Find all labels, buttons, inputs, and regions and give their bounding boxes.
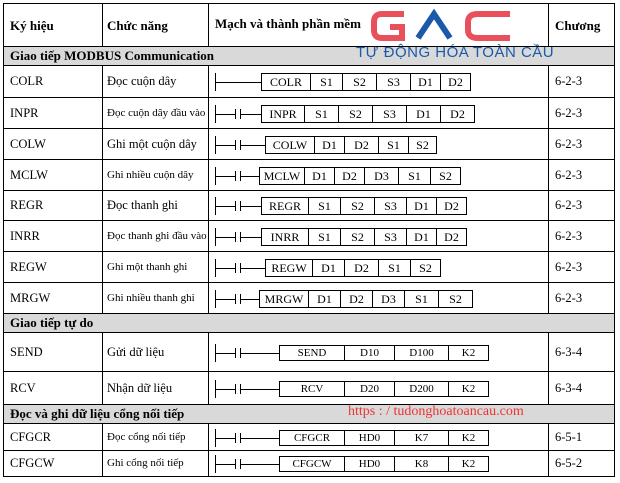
table-header-row xyxy=(4,4,614,46)
instruction-operand: K2 xyxy=(448,457,488,471)
instruction-operand: S3 xyxy=(376,74,410,90)
circuit-cell xyxy=(208,451,548,476)
instruction-operand: D3 xyxy=(364,168,398,184)
instruction-mnemonic: COLW xyxy=(272,137,308,152)
section-title: Giao tiếp MODBUS Communication xyxy=(10,48,215,63)
symbol-cell: COLR xyxy=(10,74,44,88)
instruction-operand: S2 xyxy=(430,168,460,184)
instruction-block xyxy=(279,456,489,472)
instruction-operand: D1 xyxy=(406,198,436,214)
instruction-operand: D2 xyxy=(344,260,378,276)
instruction-operand: S1 xyxy=(308,229,340,245)
instruction-operand: D100 xyxy=(394,346,448,360)
table-row xyxy=(4,423,614,450)
instruction-operand: S3 xyxy=(374,229,406,245)
instruction-block xyxy=(261,228,467,246)
symbol-cell: COLW xyxy=(10,136,46,151)
instruction-operand: S1 xyxy=(310,74,342,90)
chapter-cell: 6-3-4 xyxy=(548,333,614,371)
instruction-mnemonic: MRGW xyxy=(264,291,304,306)
symbol-cell: MCLW xyxy=(10,167,48,182)
instruction-mnemonic: MCLW xyxy=(263,168,301,183)
table-row xyxy=(4,332,614,371)
ladder-diagram xyxy=(209,98,549,128)
circuit-cell xyxy=(208,160,548,190)
function-cell: Đọc cuộn dây xyxy=(102,66,208,97)
instruction-operand: D3 xyxy=(372,291,404,307)
instruction-operand: D2 xyxy=(440,106,474,122)
section-header-free xyxy=(4,313,614,332)
instruction-operand: S1 xyxy=(304,106,338,122)
ladder-wire xyxy=(215,353,279,354)
circuit-cell xyxy=(208,129,548,159)
symbol-cell: RCV xyxy=(10,380,36,395)
instruction-operand: S3 xyxy=(374,198,406,214)
instruction-operand: D1 xyxy=(304,168,334,184)
contact-icon xyxy=(235,171,241,181)
table-row xyxy=(4,450,614,476)
instruction-block xyxy=(261,105,475,123)
contact-icon xyxy=(235,433,241,443)
instruction-operand: S1 xyxy=(378,137,408,153)
instruction-operand: S1 xyxy=(404,291,438,307)
table-row xyxy=(4,282,614,313)
instruction-operand: D1 xyxy=(312,260,344,276)
instruction-block xyxy=(265,136,437,154)
ladder-wire xyxy=(215,438,279,439)
gac-logo xyxy=(370,8,518,44)
ladder-wire xyxy=(215,82,261,83)
instruction-operand: S1 xyxy=(398,168,430,184)
symbol-cell: SEND xyxy=(10,344,43,359)
header-symbol: Ký hiệu xyxy=(10,17,54,33)
instruction-operand: S2 xyxy=(438,291,472,307)
instruction-block xyxy=(261,197,467,215)
ladder-diagram xyxy=(209,283,549,313)
instruction-operand: S2 xyxy=(340,229,374,245)
ladder-diagram xyxy=(209,333,549,371)
instruction-operand: K2 xyxy=(448,346,488,360)
circuit-cell xyxy=(208,333,548,371)
function-cell: Ghi một thanh ghi xyxy=(102,252,208,282)
function-cell: Gửi dữ liệu xyxy=(102,333,208,371)
circuit-cell xyxy=(208,372,548,404)
instruction-mnemonic: CFGCW xyxy=(292,457,332,470)
contact-icon xyxy=(235,459,241,469)
section-title: Giao tiếp tự do xyxy=(10,315,94,330)
ladder-diagram xyxy=(209,451,549,476)
symbol-cell: MRGW xyxy=(10,290,51,305)
instruction-operand: D2 xyxy=(436,229,466,245)
instruction-operand: D1 xyxy=(406,106,440,122)
watermark-url: https : / tudonghoatoancau.com xyxy=(348,404,524,419)
instruction-operand: K2 xyxy=(448,431,488,445)
instruction-operand: D2 xyxy=(344,137,378,153)
chapter-cell: 6-5-2 xyxy=(548,451,614,476)
section-title: Đọc và ghi dữ liệu cổng nối tiếp xyxy=(10,406,185,421)
symbol-cell: CFGCW xyxy=(10,456,55,470)
instruction-block xyxy=(259,290,473,308)
instruction-operand: D1 xyxy=(308,291,340,307)
circuit-cell xyxy=(208,191,548,220)
instruction-block xyxy=(259,167,461,185)
contact-icon xyxy=(235,140,241,150)
instruction-operand: S1 xyxy=(308,198,340,214)
chapter-cell: 6-2-3 xyxy=(548,129,614,159)
symbol-cell: INRR xyxy=(10,228,40,243)
instruction-operand: D2 xyxy=(436,198,466,214)
chapter-cell: 6-2-3 xyxy=(548,221,614,251)
chapter-cell: 6-2-3 xyxy=(548,252,614,282)
symbol-cell: REGR xyxy=(10,198,44,212)
instruction-operand: D200 xyxy=(394,382,448,396)
instruction-mnemonic: INPR xyxy=(269,106,297,121)
chapter-cell: 6-2-3 xyxy=(548,160,614,190)
instruction-operand: K7 xyxy=(394,431,448,445)
table-row xyxy=(4,251,614,282)
chapter-cell: 6-5-1 xyxy=(548,424,614,450)
function-cell: Đọc cuộn dây đầu vào xyxy=(102,98,208,128)
ladder-diagram xyxy=(209,221,549,251)
instruction-mnemonic: REGR xyxy=(268,198,301,213)
logo-tagline: TỰ ĐỘNG HÓA TOÀN CẦU xyxy=(356,44,555,61)
header-circuit: Mạch và thành phần mềm xyxy=(208,4,548,46)
circuit-cell xyxy=(208,66,548,97)
symbol-cell: INPR xyxy=(10,105,39,120)
contact-icon xyxy=(235,348,241,358)
ladder-diagram xyxy=(209,252,549,282)
ladder-diagram xyxy=(209,191,549,220)
instruction-mnemonic: REGW xyxy=(271,260,307,275)
contact-icon xyxy=(235,294,241,304)
circuit-cell xyxy=(208,221,548,251)
instruction-operand: S2 xyxy=(342,74,376,90)
contact-icon xyxy=(235,263,241,273)
instruction-block xyxy=(279,381,489,397)
instruction-operand: HD0 xyxy=(344,457,394,471)
instruction-operand: S2 xyxy=(410,260,440,276)
function-cell: Ghi nhiều cuộn dây xyxy=(102,160,208,190)
instruction-operand: D2 xyxy=(440,74,470,90)
instruction-operand: D20 xyxy=(344,382,394,396)
symbol-cell: CFGCR xyxy=(10,429,51,444)
table-row xyxy=(4,97,614,128)
instruction-operand: K2 xyxy=(448,382,488,396)
chapter-cell: 6-2-3 xyxy=(548,191,614,220)
instruction-operand: S2 xyxy=(408,137,436,153)
function-cell: Ghi cổng nối tiếp xyxy=(102,451,208,476)
function-cell: Ghi nhiều thanh ghi xyxy=(102,283,208,313)
instruction-operand: D10 xyxy=(344,346,394,360)
instruction-operand: D1 xyxy=(314,137,344,153)
instruction-mnemonic: CFGCR xyxy=(293,431,331,444)
ladder-diagram xyxy=(209,424,549,450)
ladder-wire xyxy=(215,464,279,465)
contact-icon xyxy=(235,384,241,394)
ladder-diagram xyxy=(209,372,549,404)
instruction-operand: HD0 xyxy=(344,431,394,445)
instruction-operand: S2 xyxy=(338,106,372,122)
table-row xyxy=(4,371,614,404)
instruction-block xyxy=(265,259,441,277)
function-cell: Nhận dữ liệu xyxy=(102,372,208,404)
circuit-cell xyxy=(208,424,548,450)
chapter-cell: 6-2-3 xyxy=(548,283,614,313)
instruction-block xyxy=(261,73,471,91)
instruction-block xyxy=(279,345,489,361)
ladder-wire xyxy=(215,389,279,390)
circuit-cell xyxy=(208,252,548,282)
table-row xyxy=(4,190,614,220)
contact-icon xyxy=(235,201,241,211)
table-row xyxy=(4,220,614,251)
instruction-mnemonic: COLR xyxy=(269,74,302,89)
ladder-diagram xyxy=(209,129,549,159)
header-chapter: Chương xyxy=(548,4,614,46)
table-row xyxy=(4,128,614,159)
instruction-operand: D2 xyxy=(334,168,364,184)
function-cell: Đọc cổng nối tiếp xyxy=(102,424,208,450)
ladder-diagram xyxy=(209,160,549,190)
chapter-cell: 6-2-3 xyxy=(548,66,614,97)
header-function: Chức năng xyxy=(102,4,208,46)
chapter-cell: 6-3-4 xyxy=(548,372,614,404)
chapter-cell: 6-2-3 xyxy=(548,98,614,128)
table-row xyxy=(4,65,614,97)
instruction-operand: D2 xyxy=(340,291,372,307)
instruction-operand: S3 xyxy=(372,106,406,122)
symbol-cell: REGW xyxy=(10,259,47,274)
function-cell: Đọc thanh ghi đầu vào xyxy=(102,221,208,251)
instruction-operand: K8 xyxy=(394,457,448,471)
function-cell: Ghi một cuộn dây xyxy=(102,129,208,159)
instruction-mnemonic: SEND xyxy=(297,346,327,359)
function-cell: Đọc thanh ghi xyxy=(102,191,208,220)
circuit-cell xyxy=(208,283,548,313)
table-row xyxy=(4,159,614,190)
instruction-operand: D1 xyxy=(406,229,436,245)
circuit-cell xyxy=(208,98,548,128)
contact-icon xyxy=(235,109,241,119)
instruction-block xyxy=(279,430,489,446)
ladder-diagram xyxy=(209,66,549,97)
instruction-operand: D1 xyxy=(410,74,440,90)
contact-icon xyxy=(235,232,241,242)
instruction-operand: S1 xyxy=(378,260,410,276)
instruction-mnemonic: INRR xyxy=(270,229,300,244)
instruction-mnemonic: RCV xyxy=(300,382,324,395)
instruction-operand: S2 xyxy=(340,198,374,214)
